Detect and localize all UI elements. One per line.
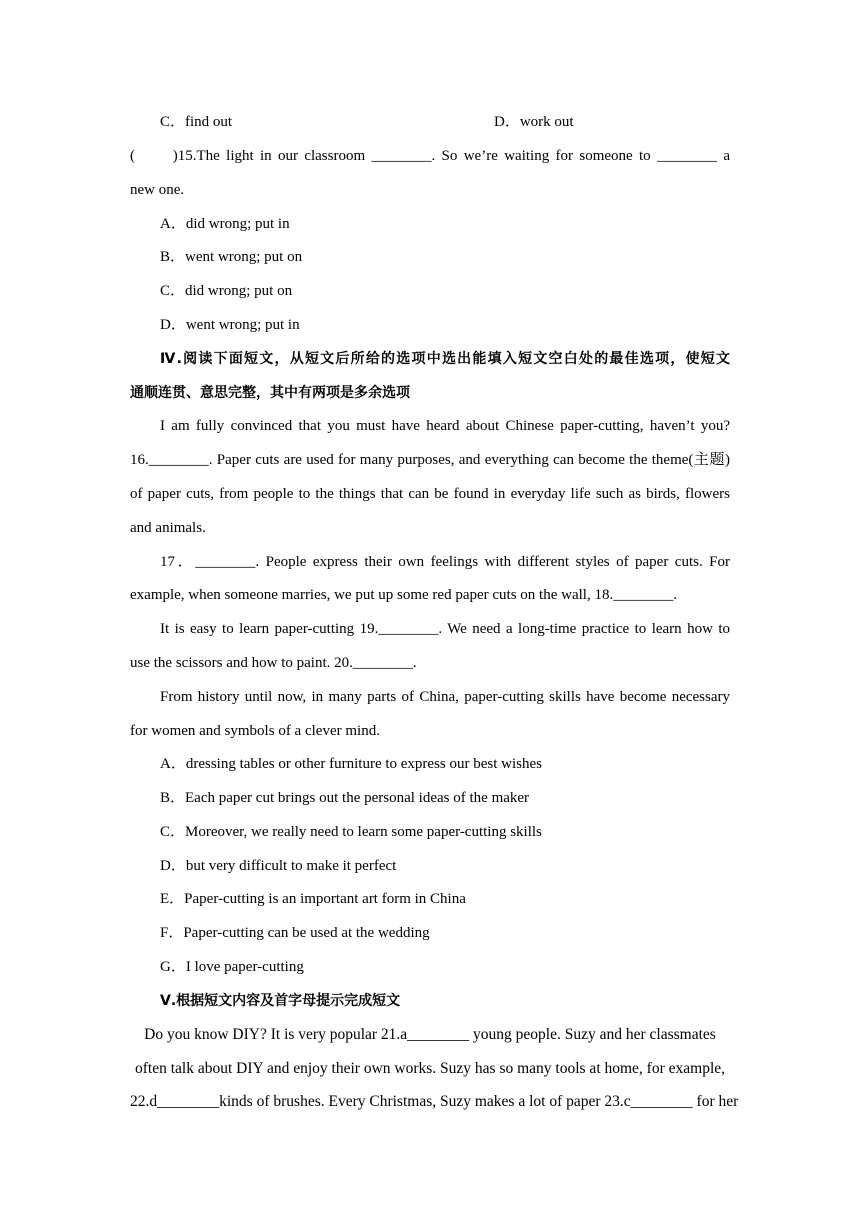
- section5-line1: Do you know DIY? It is very popular 21.a________ young people. Suzy and her classmates: [144, 1026, 716, 1043]
- section4-option-e: E．Paper-cutting is an important art form in China: [160, 891, 466, 907]
- section5-line3: 22.d________kinds of brushes. Every Christmas, Suzy makes a lot of paper 23.c________ for her: [130, 1093, 739, 1110]
- section4-option-c: C．Moreover, we really need to learn some paper-cutting skills: [160, 824, 542, 840]
- q15-option-c: C．did wrong; put on: [160, 283, 293, 299]
- q15-option-b: B．went wrong; put on: [160, 249, 303, 265]
- section4-option-d: D．but very difficult to make it perfect: [160, 858, 397, 874]
- section4-heading-line2: 通顺连贯、意思完整，其中有两项是多余选项: [130, 385, 410, 401]
- section4-option-f: F．Paper-cutting can be used at the wedding: [160, 925, 430, 941]
- section4-heading-line1: Ⅳ.阅读下面短文，从短文后所给的选项中选出能填入短文空白处的最佳选项，使短文: [160, 351, 730, 367]
- section4-option-a: A．dressing tables or other furniture to express our best wishes: [160, 756, 543, 772]
- passage-p1-line1: I am fully convinced that you must have heard about Chinese paper-cutting, haven’t you?: [160, 418, 730, 434]
- q15-option-a: A．did wrong; put in: [160, 216, 290, 232]
- passage-p1-line3: of paper cuts, from people to the things that can be found in everyday life such as birds, flowers: [130, 486, 730, 502]
- q14-option-d: D．work out: [494, 114, 574, 130]
- q15-stem-line2: new one.: [130, 182, 185, 198]
- q14-option-c: C．find out: [160, 114, 233, 130]
- passage-p3-line2: use the scissors and how to paint. 20.________.: [130, 655, 417, 671]
- section5-heading: Ⅴ.根据短文内容及首字母提示完成短文: [160, 993, 401, 1009]
- section5-line2: often talk about DIY and enjoy their own works. Suzy has so many tools at home, for example,: [134, 1060, 726, 1077]
- passage-p2-line2: example, when someone marries, we put up some red paper cuts on the wall, 18.________.: [130, 587, 677, 603]
- passage-p4-line2: for women and symbols of a clever mind.: [130, 723, 380, 739]
- section4-option-g: G．I love paper-cutting: [160, 959, 304, 975]
- q14-option-row: [160, 111, 730, 133]
- passage-p1-line2: 16.________. Paper cuts are used for many purposes, and everything can become the theme(主题): [130, 452, 730, 468]
- passage-p2-line1: 17．________. People express their own feelings with different styles of paper cuts. For: [160, 554, 730, 570]
- passage-p3-line1: It is easy to learn paper-cutting 19.________. We need a long-time practice to learn how to: [160, 621, 730, 637]
- passage-p4-line1: From history until now, in many parts of China, paper-cutting skills have become necessary: [160, 689, 730, 705]
- section4-option-b: B．Each paper cut brings out the personal ideas of the maker: [160, 790, 530, 806]
- passage-p1-line4: and animals.: [130, 520, 206, 536]
- q15-option-d: D．went wrong; put in: [160, 317, 300, 333]
- q15-stem-line1: ( )15.The light in our classroom ________. So we’re waiting for someone to ________ a: [130, 148, 730, 164]
